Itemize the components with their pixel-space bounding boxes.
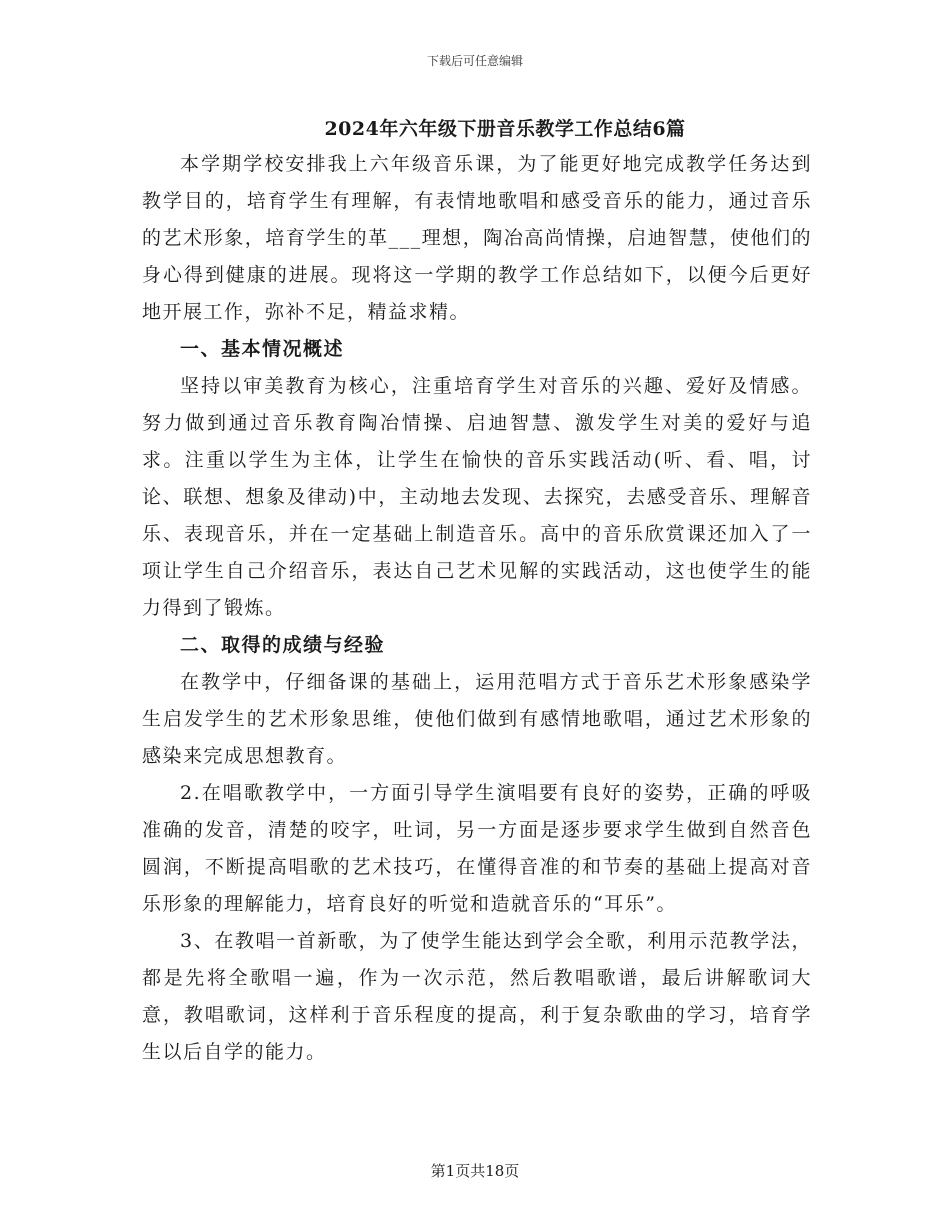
document-body	[142, 146, 812, 1071]
achievements-paragraph-1: 在教学中，仔细备课的基础上，运用范唱方式于音乐艺术形象感染学生启发学生的艺术形象思维，使他们做到有感情地歌唱，通过艺术形象的感染来完成思想教育。	[142, 671, 812, 767]
achievements-paragraph-2: 2.在唱歌教学中，一方面引导学生演唱要有良好的姿势，正确的呼吸准确的发音，清楚的咬字，吐词，另一方面是逐步要求学生做到自然音色圆润，不断提高唱歌的艺术技巧，在懂得音准的和节奏的基础上提高对音乐形象的理解能力，培育良好的听觉和造就音乐的“耳乐”。	[142, 782, 812, 915]
page-number-footer: 第1页共18页	[430, 1162, 520, 1180]
section-heading-overview: 一、基本情况概述	[180, 338, 345, 360]
overview-paragraph: 坚持以审美教育为核心，注重培育学生对音乐的兴趣、爱好及情感。努力做到通过音乐教育陶冶情操、启迪智慧、激发学生对美的爱好与追求。注重以学生为主体，让学生在愉快的音乐实践活动(听、看、唱，讨论、联想、想象及律动)中，主动地去发现、去探究，去感受音乐、理解音乐、表现音乐，并在一定基础上制造音乐。高中的音乐欣赏课还加入了一项让学生自己介绍音乐，表达自己艺术见解的实践活动，这也使学生的能力得到了锻炼。	[142, 375, 812, 619]
intro-paragraph: 本学期学校安排我上六年级音乐课，为了能更好地完成教学任务达到教学目的，培育学生有理解，有表情地歌唱和感受音乐的能力，通过音乐的艺术形象，培育学生的革___理想，陶冶高尚情操，启迪智慧，使他们的身心得到健康的进展。现将这一学期的教学工作总结如下，以便今后更好地开展工作，弥补不足，精益求精。	[142, 153, 812, 323]
achievements-paragraph-3: 3、在教唱一首新歌，为了使学生能达到学会全歌，利用示范教学法，都是先将全歌唱一遍，作为一次示范，然后教唱歌谱，最后讲解歌词大意，教唱歌词，这样利于音乐程度的提高，利于复杂歌曲的学习，培育学生以后自学的能力。	[142, 930, 812, 1063]
header-note: 下载后可任意编辑	[426, 54, 523, 68]
section-heading-achievements: 二、取得的成绩与经验	[180, 634, 386, 656]
document-title: 2024年六年级下册音乐教学工作总结6篇	[324, 118, 686, 140]
